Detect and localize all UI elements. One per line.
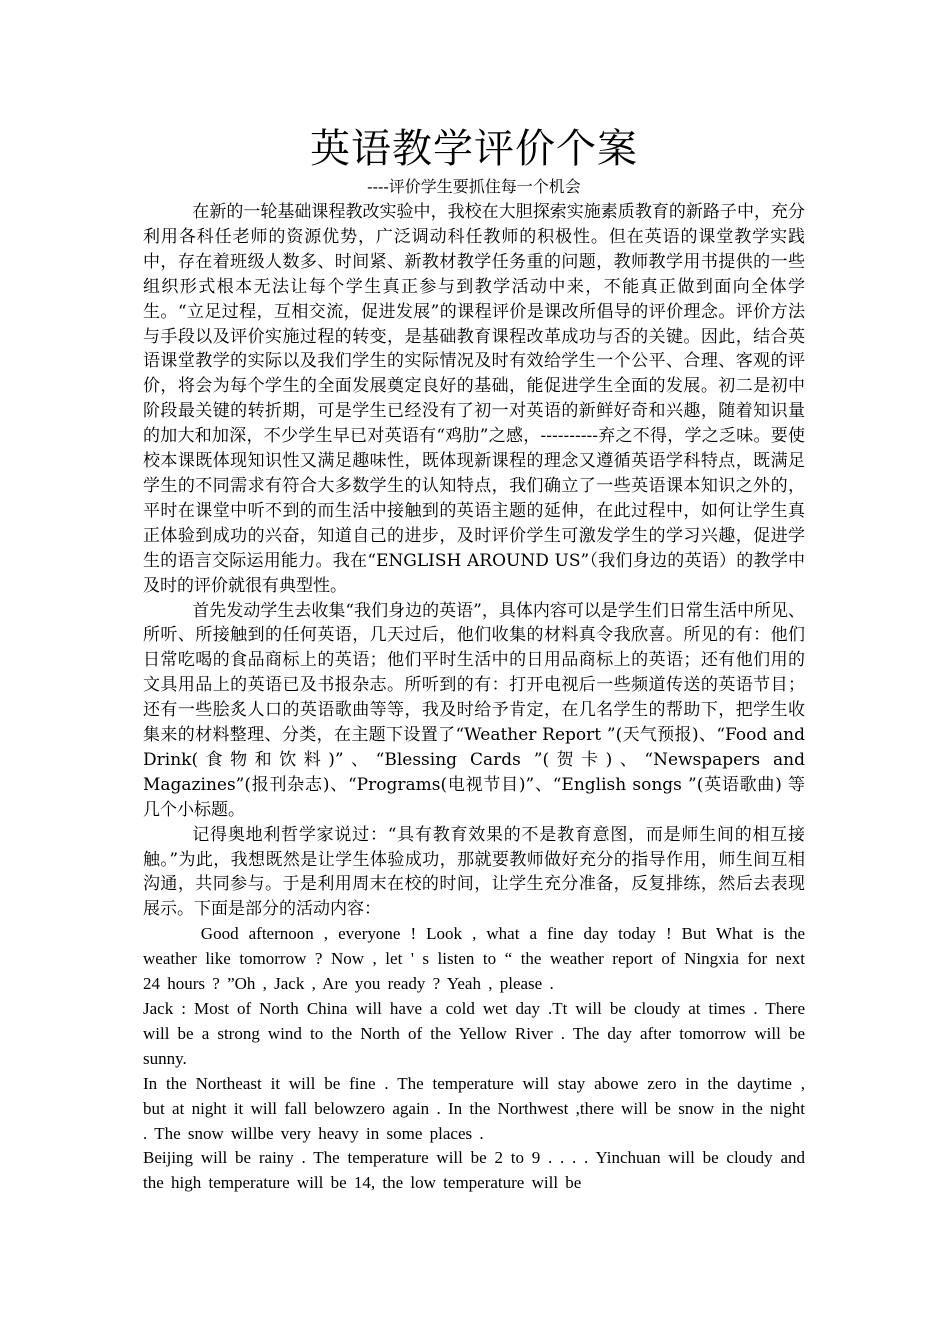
english-dialogue-1: Good afternoon , everyone ! Look , what a fine day today ! But What is the weather like tomorrow ? Now , let ' s listen to “ the weather report of Ningxia for next 24 hours ? ”Oh , Jack , Are you ready ? Yeah , please .: [143, 924, 805, 994]
english-dialogue-2: Jack : Most of North China will have a cold wet day .Tt will be cloudy at times . There will be a strong wind to the North of the Yellow River . The day after tomorrow will be sunny.: [143, 999, 805, 1068]
paragraph-2: 首先发动学生去收集“我们身边的英语”，具体内容可以是学生们日常生活中所见、所听、所接触到的任何英语，几天过后，他们收集的材料真令我欣喜。所见的有：他们日常吃喝的食品商标上的英语；他们平时生活中的日用品商标上的英语；还有他们用的文具用品上的英语已及书报杂志。所听到的有：打开电视后一些频道传送的英语节目；还有一些脍炙人口的英语歌曲等等，我及时给予肯定，在几名学生的帮助下，把学生收集来的材料整理、分类，在主题下设置了“Weather Report ”(天气预报)、“Food and Drink(食物和饮料)”、“Blessing Cards ”(贺卡)、“Newspapers and Magazines”(报刊杂志)、“Programs(电视节目)”、“English songs ”(英语歌曲) 等几个小标题。: [143, 600, 805, 820]
document-body: [143, 122, 805, 1196]
paragraph-3: 记得奥地利哲学家说过：“具有教育效果的不是教育意图，而是师生间的相互接触。”为此，我想既然是让学生体验成功，那就要教师做好充分的指导作用，师生间互相沟通，共同参与。于是利用周末在校的时间，让学生充分准备，反复排练，然后去表现展示。下面是部分的活动内容：: [143, 824, 805, 920]
paragraph-1: 在新的一轮基础课程教改实验中，我校在大胆探索实施素质教育的新路子中，充分利用各科任老师的资源优势，广泛调动科任教师的积极性。但在英语的课堂教学实践中，存在着班级人数多、时间紧、新教材教学任务重的问题，教师教学用书提供的一些组织形式根本无法让每个学生真正参与到教学活动中来，不能真正做到面向全体学生。“立足过程，互相交流，促进发展”的课程评价是课改所倡导的评价理念。评价方法与手段以及评价实施过程的转变，是基础教育课程改革成功与否的关键。因此，结合英语课堂教学的实际以及我们学生的实际情况及时有效给学生一个公平、合理、客观的评价，将会为每个学生的全面发展奠定良好的基础，能促进学生全面的发展。初二是初中阶段最关键的转折期，可是学生已经没有了初一对英语的新鲜好奇和兴趣，随着知识量的加大和加深，不少学生早已对英语有“鸡肋”之感，----------弃之不得，学之乏味。要使校本课既体现知识性又满足趣味性，既体现新课程的理念又遵循英语学科特点，既满足学生的不同需求有符合大多数学生的认知特点，我们确立了一些英语课本知识之外的，平时在课堂中听不到的而生活中接触到的英语主题的延伸，在此过程中，如何让学生真正体验到成功的兴奋，知道自己的进步，及时评价学生可激发学生的学习兴趣，促进学生的语言交际运用能力。我在“ENGLISH AROUND US”（我们身边的英语）的教学中及时的评价就很有典型性。: [143, 202, 805, 596]
document-title: 英语教学评价个案: [310, 126, 638, 172]
english-dialogue-3: In the Northeast it will be fine . The temperature will stay abowe zero in the daytime , but at night it will fall belowzero again . In the Northwest ,there will be snow in the night . The snow willbe very heavy in some places .: [143, 1073, 805, 1143]
document-subtitle: ----评价学生要抓住每一个机会: [367, 177, 581, 196]
english-dialogue-4: Beijing will be rainy . The temperature will be 2 to 9 . . . . Yinchuan will be cloudy and the high temperature will be 14, the low temperature will be: [143, 1148, 805, 1193]
